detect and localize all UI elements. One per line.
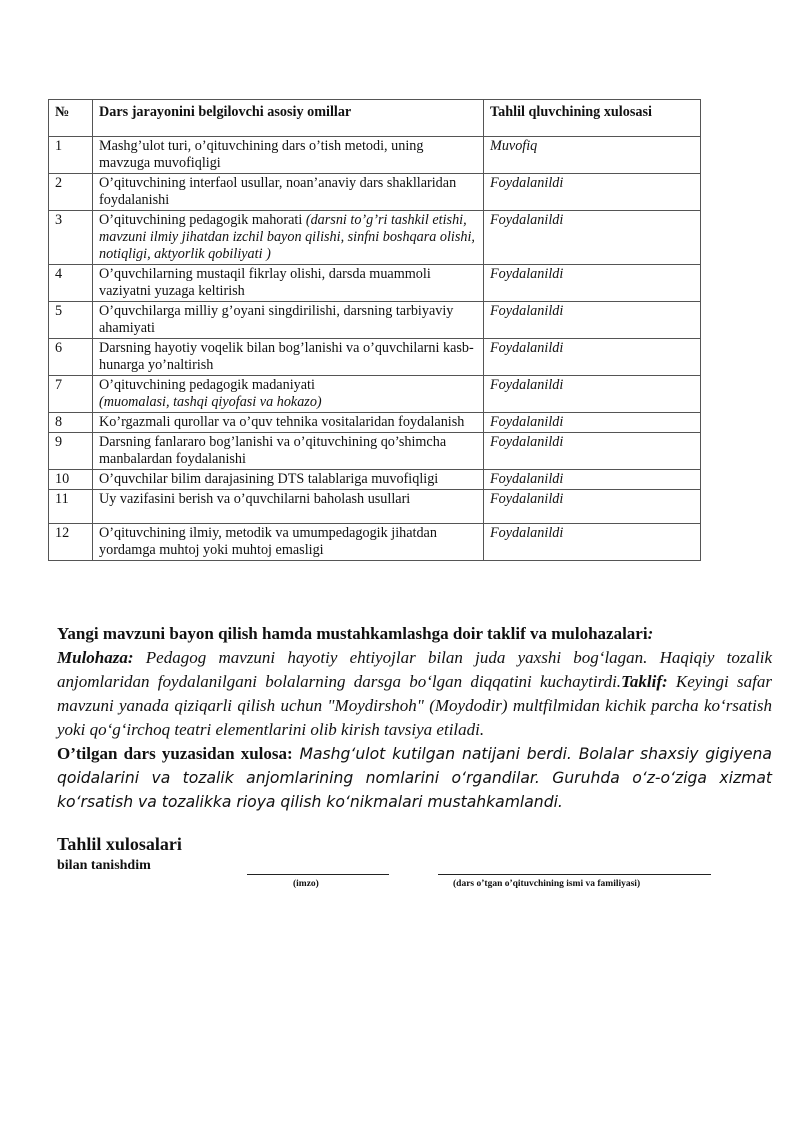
row-number: 9: [49, 433, 93, 470]
row-result: Foydalanildi: [484, 490, 701, 524]
row-result: Foydalanildi: [484, 413, 701, 433]
row-number: 6: [49, 339, 93, 376]
header-factors: Dars jarayonini belgilovchi asosiy omillar: [93, 100, 484, 137]
row-number: 5: [49, 302, 93, 339]
table-row: [49, 211, 701, 265]
row-factor: O’qituvchining pedagogik madaniyati: [99, 377, 315, 393]
row-result: Foydalanildi: [484, 339, 701, 376]
proposal-label: Taklif:: [621, 672, 668, 691]
row-factor-note: (muomalasi, tashqi qiyofasi va hokazo): [99, 394, 322, 410]
signature-caption: (imzo): [293, 879, 319, 889]
row-factor: O’quvchilar bilim darajasining DTS talablariga muvofiqligi: [93, 470, 484, 490]
table-body: [49, 137, 701, 561]
signature-subtitle: bilan tanishdim: [57, 858, 151, 873]
conclusion-label: O’tilgan dars yuzasidan xulosa:: [57, 744, 293, 763]
row-factor: Darsning hayotiy voqelik bilan bog’lanishi va o’quvchilarni kasb-hunarga yo’naltirish: [93, 339, 484, 376]
row-factor: O’qituvchining interfaol usullar, noan’anaviy dars shakllaridan foydalanishi: [93, 174, 484, 211]
row-number: 7: [49, 376, 93, 413]
table-row: [49, 174, 701, 211]
row-number: 10: [49, 470, 93, 490]
row-factor: O’qituvchining ilmiy, metodik va umumpedagogik jihatdan yordamga muhtoj yoki muhtoj emasligi: [93, 524, 484, 561]
row-factor: O’qituvchining pedagogik mahorati: [99, 212, 303, 228]
row-factor-cell: [93, 211, 484, 265]
table-row: [49, 470, 701, 490]
row-result: Foydalanildi: [484, 211, 701, 265]
row-result: Foydalanildi: [484, 302, 701, 339]
signature-title: Tahlil xulosalari: [57, 834, 182, 854]
notes-section: [57, 622, 772, 814]
teacher-name-line: [438, 874, 711, 875]
notes-heading: [57, 622, 772, 646]
table-header-row: [49, 100, 701, 137]
table-row: [49, 265, 701, 302]
row-factor: Ko’rgazmali qurollar va o’quv tehnika vositalaridan foydalanish: [93, 413, 484, 433]
signature-line: [247, 874, 389, 875]
row-number: 3: [49, 211, 93, 265]
header-conclusion: Tahlil qluvchining xulosasi: [484, 100, 701, 137]
proposal-text: Keyingi safar mavzuni yanada qiziqarli qilish uchun "Moydirshoh" (Moydodir) multfilmidan kichik parcha ko‘rsatish yoki qo‘g‘irchoq teatri elementlarini olib kirish tavsiya etiladi.: [57, 672, 772, 739]
row-number: 1: [49, 137, 93, 174]
evaluation-table: [48, 99, 701, 561]
row-number: 4: [49, 265, 93, 302]
conclusion-text: Mashg‘ulot kutilgan natijani berdi. Bolalar shaxsiy gigiyena qoidalarini va tozalik anjomlarining nomlarini o‘rgandilar. Guruhda o‘z-o‘ziga xizmat ko‘rsatish va tozalikka rioya qilish ko‘nikmalari mustahkamlandi.: [57, 745, 772, 811]
row-number: 12: [49, 524, 93, 561]
row-result: Foydalanildi: [484, 376, 701, 413]
table-row: [49, 137, 701, 174]
table-row: [49, 524, 701, 561]
observation-paragraph: [57, 646, 772, 742]
row-factor-note: (darsni to’g’ri tashkil etishi, mavzuni ilmiy jihatdan izchil bayon qilishi, sinfni boshqara olishi, notiqligi, aktyorlik qobiliyati ): [99, 212, 475, 262]
row-result: Foydalanildi: [484, 433, 701, 470]
row-result: Muvofiq: [484, 137, 701, 174]
row-factor: O’quvchilarning mustaqil fikrlay olishi, darsda muammoli vaziyatni yuzaga keltirish: [93, 265, 484, 302]
row-factor: Mashg’ulot turi, o’qituvchining dars o’tish metodi, uning mavzuga muvofiqligi: [93, 137, 484, 174]
notes-heading-colon: :: [647, 624, 654, 643]
notes-heading-text: Yangi mavzuni bayon qilish hamda mustahkamlashga doir taklif va mulohazalari: [57, 624, 648, 643]
row-result: Foydalanildi: [484, 524, 701, 561]
observation-label: Mulohaza:: [57, 648, 134, 667]
table-row: [49, 302, 701, 339]
row-result: Foydalanildi: [484, 174, 701, 211]
row-number: 2: [49, 174, 93, 211]
table-row: [49, 376, 701, 413]
header-number: №: [49, 100, 93, 137]
row-factor-cell: [93, 376, 484, 413]
row-number: 11: [49, 490, 93, 524]
conclusion-paragraph: [57, 742, 772, 814]
row-result: Foydalanildi: [484, 470, 701, 490]
table-row: [49, 433, 701, 470]
observation-text: Pedagog mavzuni hayotiy ehtiyojlar bilan juda yaxshi bog‘lagan. Haqiqiy tozalik anjomlaridan foydalanilgani bolalarning darsga bo‘lgan diqqatini kuchaytirdi.: [57, 648, 772, 691]
row-factor: Darsning fanlararo bog’lanishi va o’qituvchining qo’shimcha manbalardan foydalanishi: [93, 433, 484, 470]
row-number: 8: [49, 413, 93, 433]
row-factor: O’quvchilarga milliy g’oyani singdirilishi, darsning tarbiyaviy ahamiyati: [93, 302, 484, 339]
table-row: [49, 339, 701, 376]
table-row: [49, 413, 701, 433]
teacher-name-caption: (dars o’tgan o’qituvchining ismi va familiyasi): [453, 879, 641, 889]
row-result: Foydalanildi: [484, 265, 701, 302]
table-row: [49, 490, 701, 524]
row-factor: Uy vazifasini berish va o’quvchilarni baholash usullari: [93, 490, 484, 524]
